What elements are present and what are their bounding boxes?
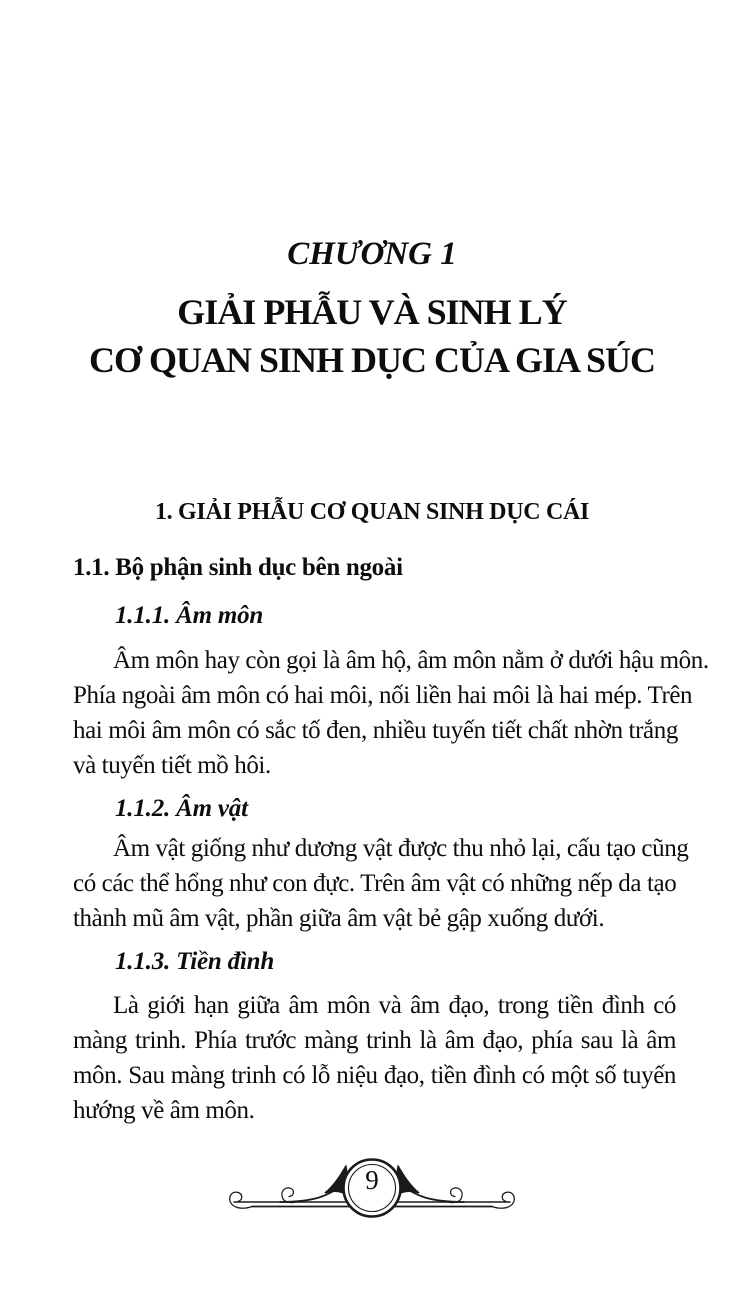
text-line: và tuyến tiết mồ hôi. bbox=[73, 752, 271, 779]
text-line: hướng về âm môn. bbox=[73, 1097, 255, 1124]
text-line: Âm vật giống như dương vật được thu nhỏ lại, cấu tạo cũng bbox=[113, 835, 689, 862]
chapter-title-line-1: GIẢI PHẪU VÀ SINH LÝ bbox=[177, 292, 567, 332]
page-number: 9 bbox=[365, 1165, 379, 1195]
subsection-heading: 1.1. Bộ phận sinh dục bên ngoài bbox=[73, 554, 403, 581]
text-line: môn. Sau màng trinh có lỗ niệu đạo, tiền đình có một số tuyến bbox=[73, 1062, 676, 1089]
chapter-kicker: CHƯƠNG 1 bbox=[287, 236, 457, 272]
text-line: Là giới hạn giữa âm môn và âm đạo, trong tiền đình có bbox=[113, 992, 676, 1019]
text-line: thành mũ âm vật, phần giữa âm vật bẻ gập xuống dưới. bbox=[73, 905, 605, 932]
section-heading: 1. GIẢI PHẪU CƠ QUAN SINH DỤC CÁI bbox=[154, 499, 590, 525]
text-line: màng trinh. Phía trước màng trinh là âm đạo, phía sau là âm bbox=[73, 1027, 676, 1054]
text-line: Phía ngoài âm môn có hai môi, nối liền hai môi là hai mép. Trên bbox=[73, 682, 693, 709]
subsubsection-heading-1-1-1: 1.1.1. Âm môn bbox=[115, 602, 264, 629]
text-line: hai môi âm môn có sắc tố đen, nhiều tuyến tiết chất nhờn trắng bbox=[73, 717, 678, 744]
text-line: Âm môn hay còn gọi là âm hộ, âm môn nằm ở dưới hậu môn. bbox=[113, 647, 709, 674]
subsubsection-heading-1-1-3: 1.1.3. Tiền đình bbox=[115, 948, 275, 975]
paragraph-1-1-1 bbox=[73, 643, 709, 783]
chapter-title-line-2: CƠ QUAN SINH DỤC CỦA GIA SÚC bbox=[88, 340, 656, 380]
paragraph-1-1-3 bbox=[73, 988, 676, 1128]
text-line: có các thể hổng như con đực. Trên âm vật có những nếp da tạo bbox=[73, 870, 677, 897]
subsubsection-heading-1-1-2: 1.1.2. Âm vật bbox=[115, 795, 248, 822]
chapter-title bbox=[0, 288, 744, 384]
paragraph-1-1-2 bbox=[73, 831, 689, 936]
